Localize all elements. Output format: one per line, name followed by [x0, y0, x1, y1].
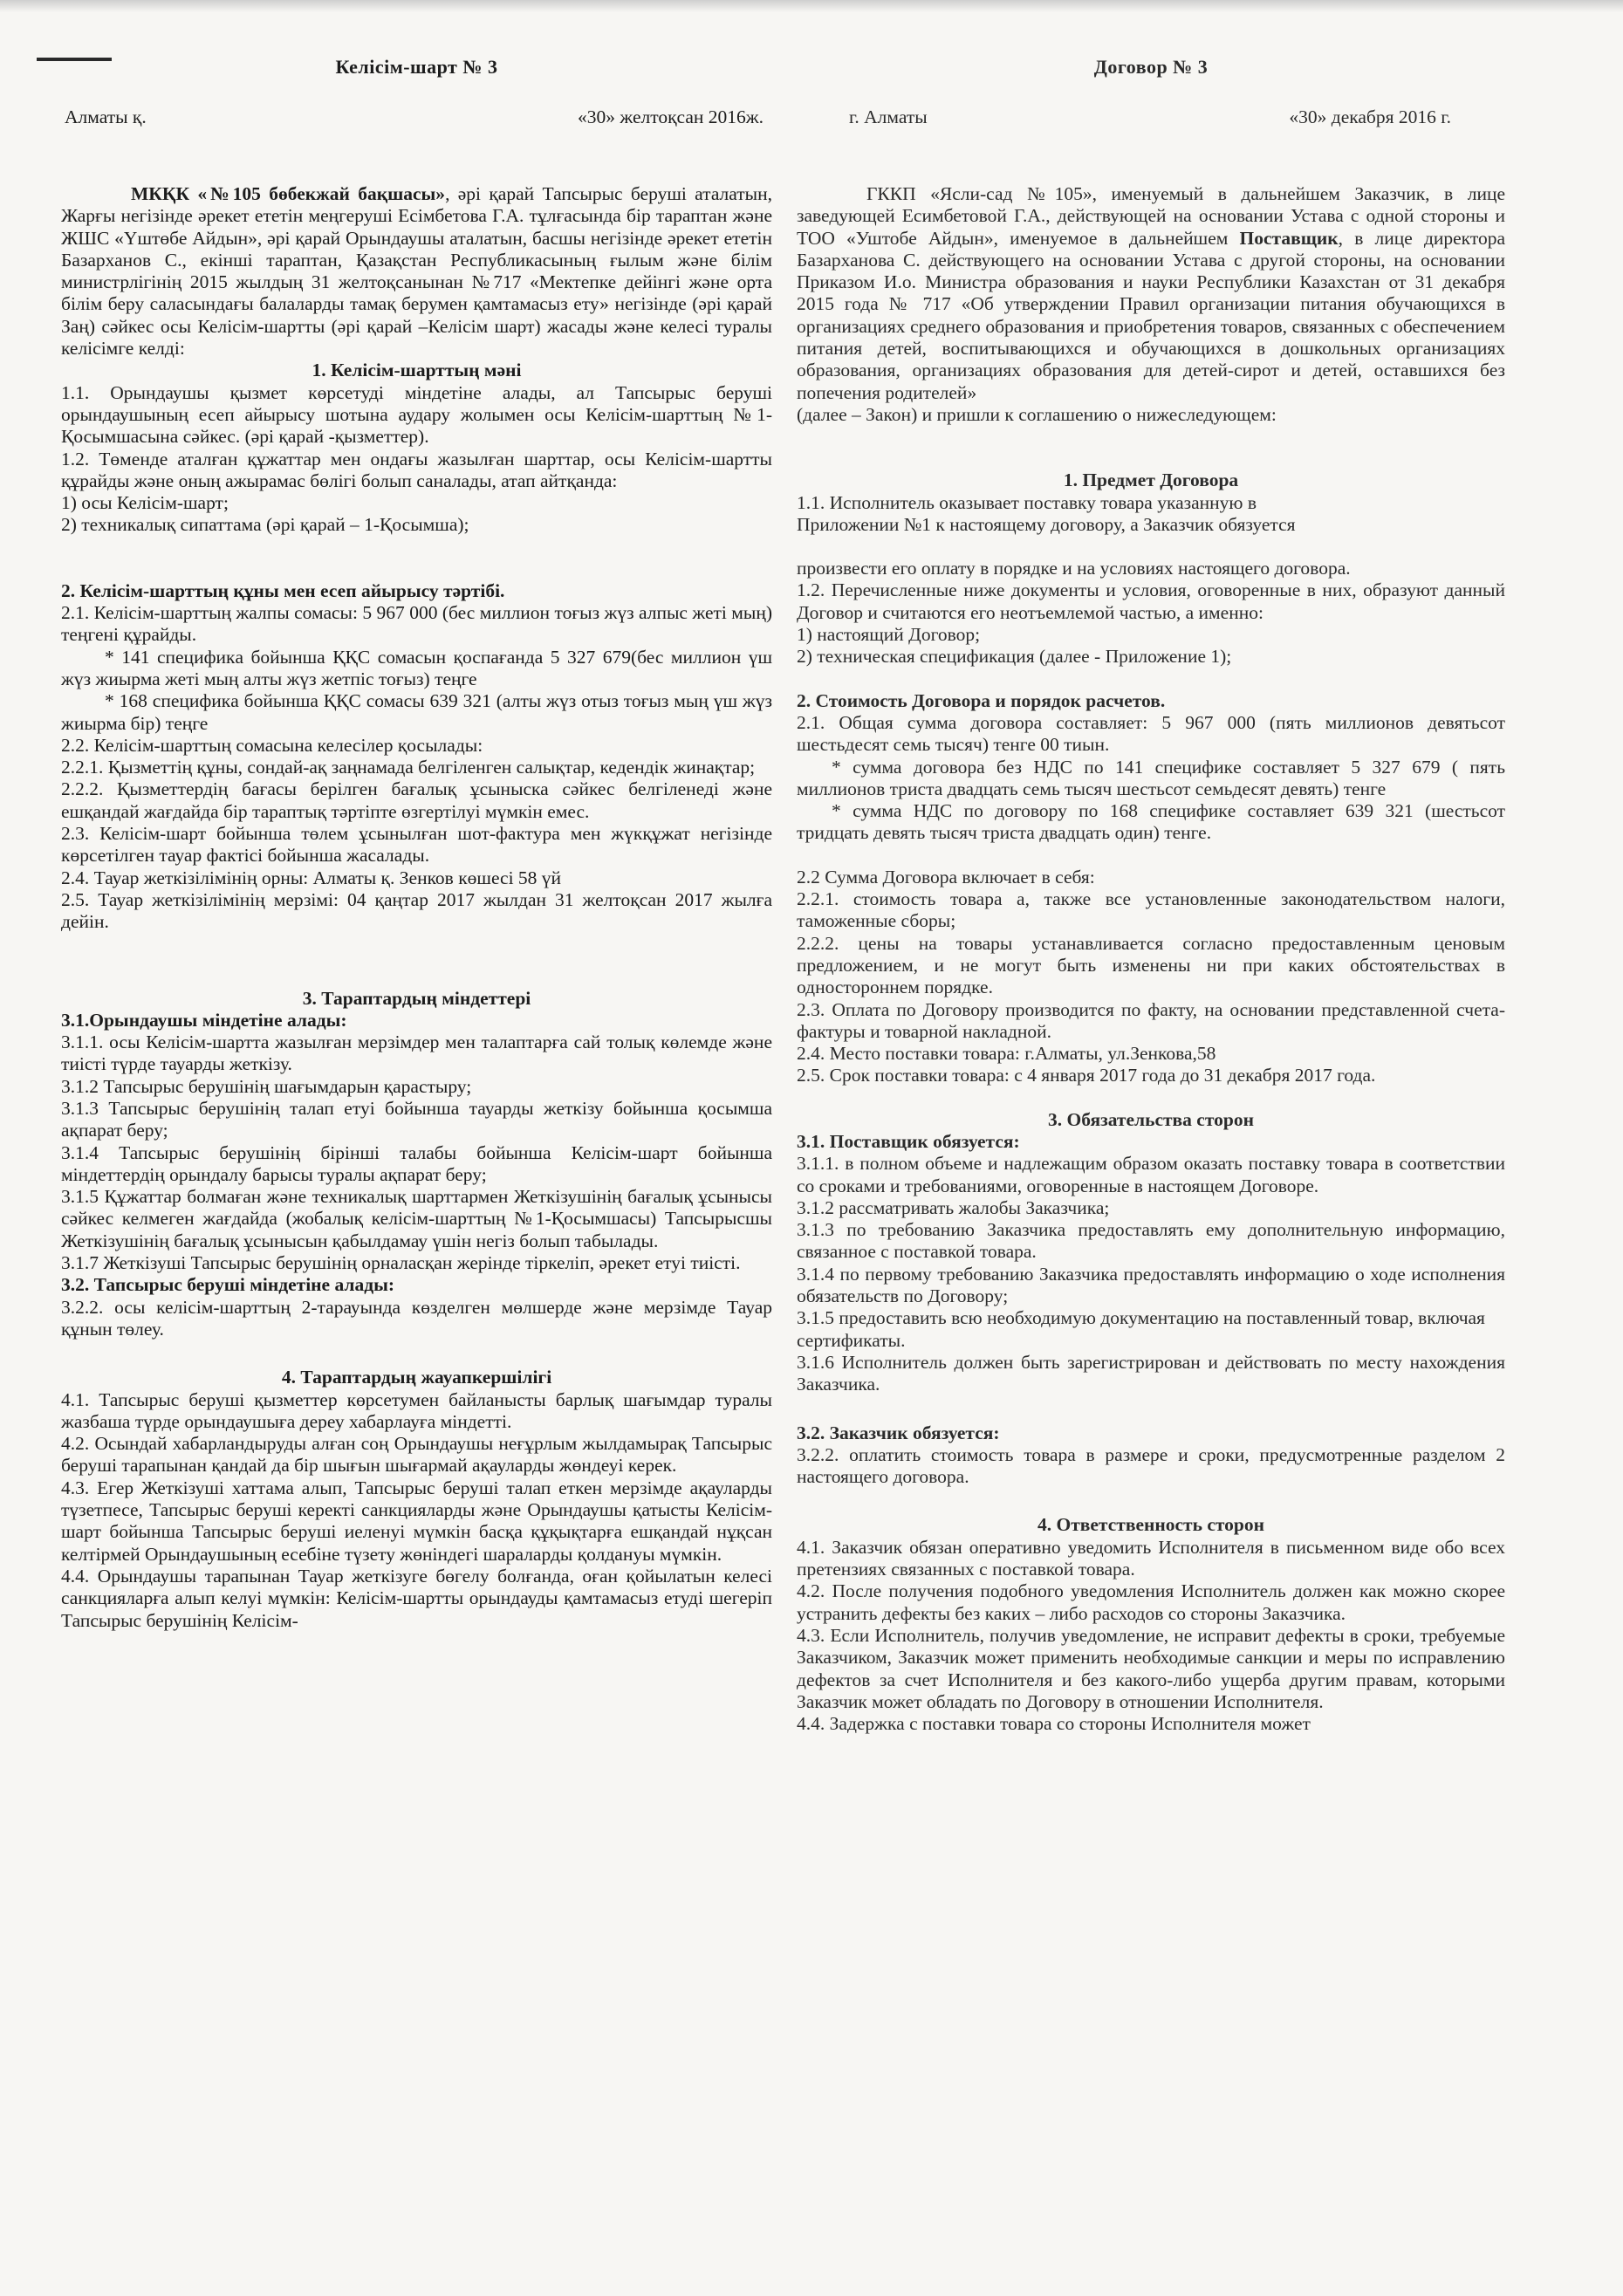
kazakh-contract-title: Келісім-шарт № 3: [335, 56, 498, 78]
russian-section-2-heading: 2. Стоимость Договора и порядок расчетов.: [797, 689, 1166, 711]
kazakh-body: [61, 183, 772, 1632]
russian-clause-3-1-5: 3.1.5 предоставить всю необходимую документацию на поставленный товар, включая сертификаты.: [797, 1307, 1485, 1351]
kazakh-preamble: [61, 183, 772, 360]
russian-clause-1-1-line-2: Приложении №1 к настоящему договору, а Заказчик обязуется: [797, 513, 1296, 535]
russian-body: [797, 183, 1505, 1735]
russian-city: г. Алматы: [849, 106, 928, 127]
russian-date: «30» декабря 2016 г.: [1289, 106, 1451, 127]
russian-clause-3-1-2: 3.1.2 рассматривать жалобы Заказчика;: [797, 1196, 1110, 1218]
russian-clause-2-1-vat: * сумма НДС по договору по 168 спецификe составляет 639 321 (шестьсот тридцать девять тысяч триста двадцать один) тенге.: [797, 800, 1505, 844]
kazakh-clause-2-1-net: * 141 спецификa бойынша ҚҚС сомасын қоспағанда 5 327 679(бес миллион үш жүз жиырма жеті мың алты жүз жетпіс тоғыз) теңге: [61, 646, 772, 689]
russian-preamble-text: ГККП «Ясли-сад №105», именуемый в дальнейшем Заказчик, в лице заведующей Есимбетовой Г.А., действующей на основании Устава с одной стороны и ТОО «Уштобе Айдын», именуемое в дальнейшем: [797, 183, 1505, 249]
russian-clause-2-2-1: 2.2.1. стоимость товара а, также все установленные законодательством налоги, таможенные сборы;: [797, 888, 1505, 932]
russian-clause-3-1-4: 3.1.4 по первому требованию Заказчика предоставлять информацию о ходе исполнения обязательств по Договору;: [797, 1263, 1505, 1307]
kazakh-clause-2-4: 2.4. Тауар жеткізілімінің орны: Алматы қ. Зенков көшесі 58 үй: [61, 867, 562, 888]
kazakh-clause-1-2: 1.2. Төменде аталған құжаттар мен ондағы жазылған шарттар, осы Келісім-шартты құрайды және оның ажырамас бөлігі болып саналады, атап айтқанда:: [61, 448, 772, 491]
russian-clause-2-2: 2.2 Сумма Договора включает в себя:: [797, 866, 1095, 888]
russian-clause-3-1-1: 3.1.1. в полном объеме и надлежащим образом оказать поставку товара в соответствии со сроками и требованиями, оговоренные в настоящем Договоре.: [797, 1153, 1505, 1196]
russian-place-date-line: [797, 106, 1505, 129]
russian-section-4-heading: 4. Ответственность сторон: [1037, 1514, 1265, 1536]
kazakh-section-3-heading: 3. Тараптардың міндеттері: [302, 987, 531, 1009]
russian-clause-3-1-6: 3.1.6 Исполнитель должен быть зарегистрирован и действовать по месту нахождения Заказчика.: [797, 1351, 1505, 1395]
kazakh-clause-3-1-5: 3.1.5 Құжаттар болмаған және техникалық шарттармен Жеткізушінің бағалық ұсынысы сәйкес келмеген жағдайда (жобалық келісім-шарттың №1-Қосымшасы) Тапсырысшы Жеткізушінің бағалық ұсынысын қабылдамау үшін негіз болып табылады.: [61, 1186, 772, 1251]
russian-clause-2-5: 2.5. Срок поставки товара: с 4 января 2017 года до 31 декабря 2017 года.: [797, 1065, 1376, 1086]
kazakh-clause-4-3: 4.3. Егер Жеткізуші хаттама алып, Тапсырыс беруші талап еткен мерзімде ақауларды түзетпесе, Тапсырыс беруші керекті санкцияларды және Орындаушы қатысты Келісім-шарт бойынша Тапсырыс беруші иеленуі мүмкін басқа құқықтарға ешқандай нұқсан келтірмей Орындаушының есебіне түзету жөніндегі шараларды қолдануы мүмкін.: [61, 1477, 772, 1565]
russian-clause-4-2: 4.2. После получения подобного уведомления Исполнитель должен как можно скорее устранить дефекты без каких – либо расходов со стороны Заказчика.: [797, 1580, 1505, 1624]
kazakh-clause-3-1-3: 3.1.3 Тапсырыс берушінің талап етуі бойынша тауарды жеткізу бойынша қосымша ақпарат беру;: [61, 1097, 772, 1141]
kazakh-clause-1-2-item-1: 1) осы Келісім-шарт;: [61, 492, 229, 514]
kazakh-section-3-1-subheading: 3.1.Орындаушы міндетіне алады:: [61, 1009, 347, 1031]
russian-section-3-1-subheading: 3.1. Поставщик обязуется:: [797, 1130, 1020, 1152]
russian-clause-2-1-net: * сумма договора без НДС по 141 спецификe составляет 5 327 679 ( пять миллионов триста двадцать семь тысяч шестьсот семьдесят девять) тенге: [797, 756, 1505, 799]
kazakh-city: Алматы қ.: [65, 106, 147, 127]
kazakh-clause-2-2-1: 2.2.1. Қызметтің құны, сондай-ақ заңнамада белгіленген салықтар, кедендік жинақтар;: [61, 757, 756, 778]
russian-clause-2-2-2: 2.2.2. цены на товары устанавливается согласно предоставленным ценовым предложением, и не могут быть изменены ни при каких обстоятельствах в одностороннем порядке.: [797, 932, 1505, 998]
russian-clause-2-3: 2.3. Оплата по Договору производится по факту, на основании представленной счета-фактуры и товарной накладной.: [797, 998, 1505, 1042]
russian-clause-4-4: 4.4. Задержка с поставки товара со стороны Исполнителя может: [797, 1713, 1311, 1735]
kazakh-section-3-2-subheading: 3.2. Тапсырыс беруші міндетіне алады:: [61, 1274, 395, 1296]
kazakh-clause-3-1-4: 3.1.4 Тапсырыс берушінің бірінші талабы бойынша Келісім-шарт бойынша міндеттердің орындалу барысы туралы ақпарат беру;: [61, 1141, 772, 1185]
russian-contract-title: Договор № 3: [1093, 56, 1209, 78]
russian-section-3-2-subheading: 3.2. Заказчик обязуется:: [797, 1422, 1000, 1443]
kazakh-clause-3-1-2: 3.1.2 Тапсырыс берушінің шағымдарын қарастыру;: [61, 1075, 472, 1097]
scan-edge: [0, 0, 1623, 12]
kazakh-section-2-heading: 2. Келісім-шарттың құны мен есеп айырысу тәртібі.: [61, 579, 505, 601]
kazakh-clause-2-5: 2.5. Тауар жеткізілімінің мерзімі: 04 қаңтар 2017 жылдан 31 желтоқсан 2017 жылға дейін.: [61, 888, 772, 933]
kazakh-clause-2-3: 2.3. Келісім-шарт бойынша төлем ұсынылған шот-фактура мен жүкқұжат негізінде көрсетілген тауар фактісі бойынша жасалады.: [61, 823, 772, 867]
russian-clause-1-2-item-2: 2) техническая спецификация (далее - Приложение 1);: [797, 646, 1232, 668]
kazakh-clause-3-1-1: 3.1.1. осы Келісім-шартта жазылған мерзімдер мен талаптарға сай толық көлемде және тиісті түрде тауарды жеткізу.: [61, 1031, 772, 1075]
russian-clause-3-2-2: 3.2.2. оплатить стоимость товара в размере и сроки, предусмотренные разделом 2 настоящего договора.: [797, 1443, 1505, 1488]
kazakh-clause-4-2: 4.2. Осындай хабарландыруды алған соң Орындаушы неғұрлым жылдамырақ Тапсырыс беруші тарапынан қандай да бір шығын шығармай ақауларды жөндеуі керек.: [61, 1433, 772, 1477]
kazakh-clause-2-2-2: 2.2.2. Қызметтердің бағасы берілген бағалық ұсыныска сәйкес белгіленеді және ешқандай жағдайда бір тараптық тәртіпте өзгертілуі мүмкін емес.: [61, 778, 772, 822]
kazakh-clause-1-1: 1.1. Орындаушы қызмет көрсетуді міндетіне алады, ал Тапсырыс беруші орындаушының есеп айырысу шотына аудару жолымен осы Келісім-шарттың №1-Қосымшасына сәйкес. (әрі қарай -қызметтер).: [61, 381, 772, 448]
russian-preamble: [797, 183, 1505, 404]
kazakh-clause-2-1: 2.1. Келісім-шарттың жалпы сомасы: 5 967 000 (бес миллион тоғыз жүз алпыс жеті мың) теңгені құрайды.: [61, 602, 772, 646]
kazakh-clause-1-2-item-2: 2) техникалық сипаттама (әрі қарай – 1-Қосымша);: [61, 514, 469, 536]
russian-preamble-end: (далее – Закон) и пришли к соглашению о нижеследующем:: [797, 403, 1277, 425]
kazakh-section-1-heading: 1. Келісім-шарттың мәні: [312, 360, 522, 381]
kazakh-clause-3-2-2: 3.2.2. осы келісім-шарттың 2-тарауында көзделген мөлшерде және мерзімде Тауар құнын төлеу.: [61, 1296, 772, 1340]
russian-clause-1-1-line-3: произвести его оплату в порядке и на условиях настоящего договора.: [797, 558, 1351, 579]
russian-section-1-heading: 1. Предмет Договора: [1063, 469, 1239, 491]
kazakh-date: «30» желтоқсан 2016ж.: [578, 106, 764, 127]
kazakh-clause-2-1-vat: * 168 спецификa бойынша ҚҚС сомасы 639 321 (алты жүз отыз тоғыз мың үш жүз жиырма бір) теңге: [61, 690, 772, 734]
russian-clause-2-4: 2.4. Место поставки товара: г.Алматы, ул.Зенкова,58: [797, 1043, 1216, 1065]
russian-clause-4-3: 4.3. Если Исполнитель, получив уведомление, не исправит дефекты в сроки, требуемые Заказчиком, Заказчик может применить необходимые санкции и меры по исправлению дефектов за счет Исполнителя и без какого-либо ущерба другим правам, которыми Заказчик может обладать по Договору в отношении Исполнителя.: [797, 1624, 1505, 1712]
kazakh-clause-2-2: 2.2. Келісім-шарттың сомасына келесілер қосылады:: [61, 734, 483, 756]
russian-clause-3-1-3: 3.1.3 по требованию Заказчика предоставлять ему дополнительную информацию, связанное с поставкой товара.: [797, 1219, 1505, 1263]
russian-preamble-text-cont: , в лице директора Базарханова С. действующего на основании Устава с другой стороны, на основании Приказом И.о. Министра образования и науки Республики Казахстан от 31 декабря 2015 года № 717 «Об утверждении Правил организации питания обучающихся в организациях среднего образования и приобретения товаров, связанных с обеспечением питания детей, воспитывающихся и обучающихся в дошкольных организациях образования, организациях образования для детей-сирот и детей, оставшихся без попечения родителей»: [797, 227, 1506, 403]
kazakh-clause-3-1-7: 3.1.7 Жеткізуші Тапсырыс берушінің орналасқан жерінде тіркеліп, әрекет етуі тиісті.: [61, 1252, 741, 1274]
russian-clause-4-1: 4.1. Заказчик обязан оперативно уведомить Исполнителя в письменном виде обо всех претензиях связанных с поставкой товара.: [797, 1536, 1505, 1580]
kazakh-customer-name: МКҚК «№105 бөбекжай бақшасы»: [131, 183, 446, 204]
russian-clause-1-1-line-1: 1.1. Исполнитель оказывает поставку товара указанную в: [797, 491, 1257, 513]
russian-clause-2-1: 2.1. Общая сумма договора составляет: 5 967 000 (пять миллионов девятьсот шестьдесят семь тысяч) тенге 00 тиын.: [797, 711, 1505, 756]
kazakh-section-4-heading: 4. Тараптардың жауапкершілігі: [281, 1367, 552, 1388]
kazakh-clause-4-1: 4.1. Тапсырыс беруші қызметтер көрсетумен байланысты барлық шағымдар туралы жазбаша түрде орындаушыға дереу хабарлауға міндетті.: [61, 1388, 772, 1432]
kazakh-clause-4-4: 4.4. Орындаушы тарапынан Тауар жеткізуге бөгелу болғанда, оған қойылатын келесі санкцияларға алып келуі мүмкін: Келісім-шартты орындауды қамтамасыз етуді шегеріп Тапсырыс берушінің Келісім-: [61, 1565, 772, 1631]
kazakh-place-date-line: [61, 106, 772, 129]
russian-clause-1-2-item-1: 1) настоящий Договор;: [797, 624, 981, 646]
kazakh-preamble-text: , әрі қарай Тапсырыс беруші аталатын, Жарғы негізінде әрекет ететін меңгеруші Есімбетова Г.А. тұлғасында бір тараптан және ЖШС «Үштөбе Айдын», әрі қарай Орындаушы аталатын, басшы негізінде әрекет ететін Базарханов С., екінші тараптан, Қазақстан Республикасының ғылым және білім министрлігінің 2015 жылдың 31 желтоқсанынан №717 «Мектепке дейінгі және орта білім беру саласындағы балаларды тамақ берумен қамтамасыз ету» негізінде (әрі қарай Заң) сәйкес осы Келісім-шартты (әрі қарай –Келісім шарт) жасады және келесі туралы келісімге келді:: [61, 183, 772, 360]
russian-clause-1-2: 1.2. Перечисленные ниже документы и условия, оговоренные в них, образуют данный Договор и считаются его неотъемлемой частью, а именно:: [797, 579, 1505, 623]
russian-section-3-heading: 3. Обязательства сторон: [1048, 1108, 1254, 1130]
russian-supplier-term: Поставщик: [1239, 227, 1339, 249]
